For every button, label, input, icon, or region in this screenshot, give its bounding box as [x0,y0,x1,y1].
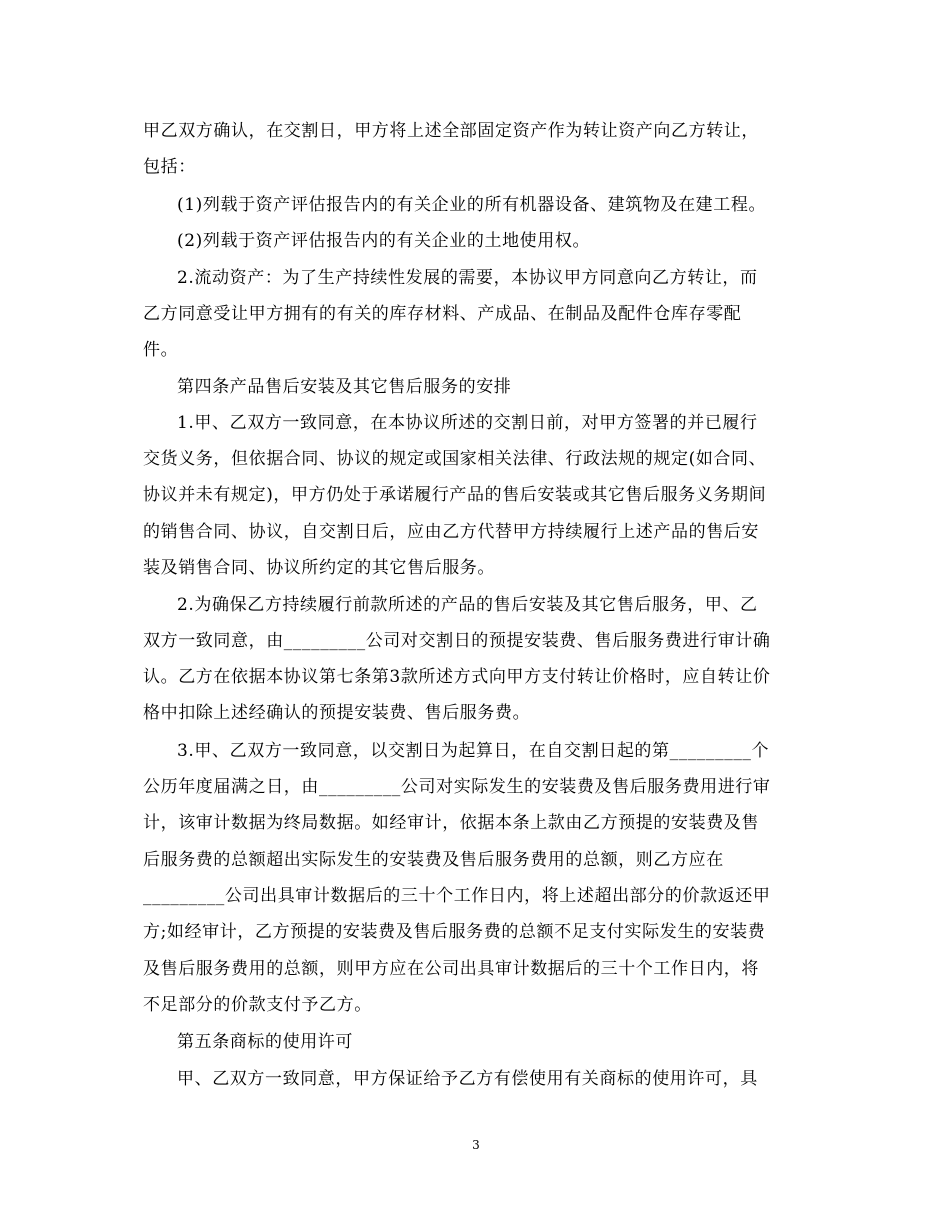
page-number: 3 [472,1138,480,1152]
text-line: (2)列载于资产评估报告内的有关企业的土地使用权。 [177,231,591,251]
text-line: _________公司出具审计数据后的三十个工作日内，将上述超出部分的价款返还甲 [143,886,771,906]
text-line: 2.为确保乙方持续履行前款所述的产品的售后安装及其它售后服务，甲、乙 [177,595,758,615]
text-line: 不足部分的价款支付予乙方。 [143,995,372,1015]
text-line: 1.甲、乙双方一致同意，在本协议所述的交割日前，对甲方签署的并已履行 [177,413,758,433]
text-line: 双方一致同意，由_________公司对交割日的预提安装费、售后服务费进行审计确 [143,631,771,651]
text-line: 的销售合同、协议，自交割日后，应由乙方代替甲方持续履行上述产品的售后安 [143,522,759,542]
text-line: 乙方同意受让甲方拥有的有关的库存材料、产成品、在制品及配件仓库存零配 [143,304,742,324]
text-line: 2.流动资产：为了生产持续性发展的需要，本协议甲方同意向乙方转让，而 [177,268,758,288]
text-line: 公历年度届满之日，由_________公司对实际发生的安装费及售后服务费用进行审 [143,777,771,797]
text-line: 计，该审计数据为终局数据。如经审计，依据本条上款由乙方预提的安装费及售 [143,813,759,833]
text-line: 协议并未有规定)，甲方仍处于承诺履行产品的售后安装或其它售后服务义务期间 [143,485,767,505]
section-heading: 第五条商标的使用许可 [177,1032,353,1052]
text-line: (1)列载于资产评估报告内的有关企业的所有机器设备、建筑物及在建工程。 [177,195,767,215]
text-line: 后服务费的总额超出实际发生的安装费及售后服务费用的总额，则乙方应在 [143,850,724,870]
text-line: 方;如经审计，乙方预提的安装费及售后服务费的总额不足支付实际发生的安装费 [143,922,766,942]
text-line: 及售后服务费用的总额，则甲方应在公司出具审计数据后的三十个工作日内，将 [143,959,759,979]
text-line: 包括： [143,157,196,177]
text-line: 3.甲、乙双方一致同意，以交割日为起算日，在自交割日起的第_________个 [177,741,770,761]
section-heading: 第四条产品售后安装及其它售后服务的安排 [177,377,512,397]
text-line: 装及销售合同、协议所约定的其它售后服务。 [143,558,495,578]
text-line: 交货义务，但依据合同、协议的规定或国家相关法律、行政法规的规定(如合同、 [143,449,767,469]
text-line: 甲、乙双方一致同意，甲方保证给予乙方有偿使用有关商标的使用许可，具 [177,1069,758,1089]
text-line: 件。 [143,340,179,360]
text-line: 格中扣除上述经确认的预提安装费、售后服务费。 [143,703,531,723]
text-line: 甲乙双方确认，在交割日，甲方将上述全部固定资产作为转让资产向乙方转让， [143,121,759,141]
text-line: 认。乙方在依据本协议第七条第3款所述方式向甲方支付转让价格时，应自转让价 [143,667,771,687]
